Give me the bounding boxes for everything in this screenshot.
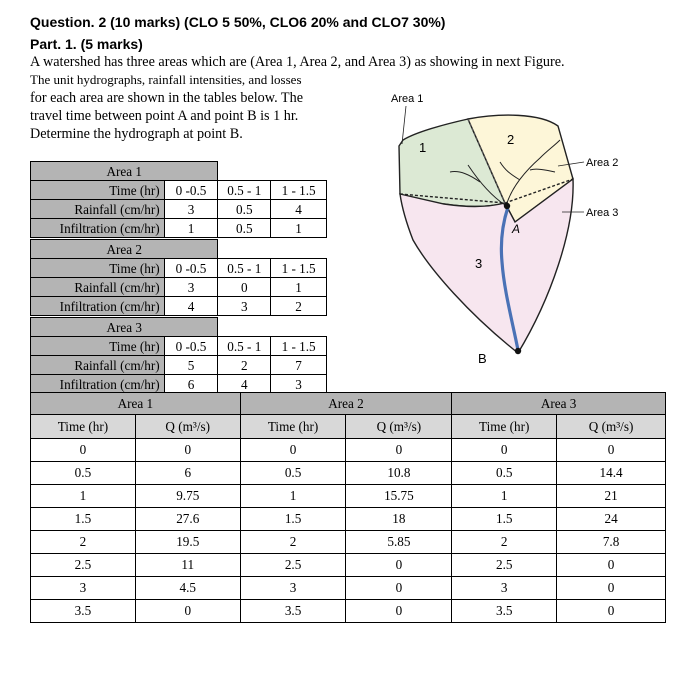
point-a-label: A xyxy=(512,222,521,236)
time-cell: 2.5 xyxy=(452,554,557,577)
discharge-cell: 0 xyxy=(346,439,452,462)
discharge-cell: 0 xyxy=(557,554,666,577)
area2-label: Area 2 xyxy=(586,157,619,169)
table-row xyxy=(31,462,666,485)
discharge-cell: 27.6 xyxy=(135,508,240,531)
discharge-cell: 10.8 xyxy=(346,462,452,485)
point-b-label: B xyxy=(478,351,487,366)
discharge-cell: 0 xyxy=(346,554,452,577)
time-cell: 0 xyxy=(452,439,557,462)
time-cell: 0 -0.5 xyxy=(164,259,218,278)
point-b-marker xyxy=(515,348,521,354)
infiltration-cell: 2 xyxy=(271,297,327,316)
time-cell: 1 - 1.5 xyxy=(271,259,327,278)
region3-number: 3 xyxy=(475,256,483,271)
time-label: Time (hr) xyxy=(31,337,165,356)
table-caption: Area 1 xyxy=(31,162,218,181)
time-header: Time (hr) xyxy=(452,415,557,439)
time-cell: 0 -0.5 xyxy=(164,337,218,356)
discharge-cell: 0 xyxy=(135,600,240,623)
rainfall-label: Rainfall (cm/hr) xyxy=(31,278,165,297)
statement-line-5: Determine the hydrograph at point B. xyxy=(30,126,243,142)
time-label: Time (hr) xyxy=(31,259,165,278)
infiltration-cell: 4 xyxy=(164,297,218,316)
statement-line-3: for each area are shown in the tables below. The xyxy=(30,90,303,106)
time-cell: 0.5 xyxy=(240,462,346,485)
table-row xyxy=(31,600,666,623)
rainfall-cell: 0.5 xyxy=(218,200,271,219)
infiltration-cell: 1 xyxy=(271,219,327,238)
point-a-marker xyxy=(504,203,510,209)
rainfall-cell: 1 xyxy=(271,278,327,297)
discharge-cell: 0 xyxy=(557,577,666,600)
discharge-cell: 6 xyxy=(135,462,240,485)
group-header-area-1: Area 1 xyxy=(31,393,241,415)
discharge-cell: 7.8 xyxy=(557,531,666,554)
discharge-cell: 15.75 xyxy=(346,485,452,508)
time-cell: 1.5 xyxy=(240,508,346,531)
watershed-figure xyxy=(380,88,680,378)
table-row xyxy=(31,508,666,531)
time-cell: 3.5 xyxy=(452,600,557,623)
discharge-cell: 18 xyxy=(346,508,452,531)
table-row xyxy=(31,554,666,577)
rainfall-cell: 5 xyxy=(164,356,218,375)
rainfall-cell: 7 xyxy=(271,356,327,375)
rainfall-cell: 3 xyxy=(164,278,218,297)
discharge-cell: 0 xyxy=(557,439,666,462)
discharge-cell: 11 xyxy=(135,554,240,577)
table-row xyxy=(31,531,666,554)
time-cell: 0 xyxy=(240,439,346,462)
time-cell: 0 xyxy=(31,439,136,462)
time-cell: 1 - 1.5 xyxy=(271,181,327,200)
time-cell: 3.5 xyxy=(31,600,136,623)
discharge-cell: 0 xyxy=(557,600,666,623)
group-header-area-2: Area 2 xyxy=(240,393,452,415)
table-row xyxy=(31,485,666,508)
area1-label: Area 1 xyxy=(391,93,424,105)
time-cell: 0 -0.5 xyxy=(164,181,218,200)
infiltration-cell: 4 xyxy=(218,375,271,394)
time-cell: 2 xyxy=(240,531,346,554)
infiltration-label: Infiltration (cm/hr) xyxy=(31,219,165,238)
rainfall-cell: 2 xyxy=(218,356,271,375)
discharge-cell: 19.5 xyxy=(135,531,240,554)
statement-line-2: The unit hydrographs, rainfall intensities, and losses xyxy=(30,72,302,87)
rainfall-cell: 4 xyxy=(271,200,327,219)
time-cell: 1.5 xyxy=(31,508,136,531)
time-cell: 1 - 1.5 xyxy=(271,337,327,356)
group-header-area-3: Area 3 xyxy=(452,393,666,415)
time-cell: 3 xyxy=(452,577,557,600)
time-cell: 2 xyxy=(452,531,557,554)
discharge-cell: 9.75 xyxy=(135,485,240,508)
time-cell: 2 xyxy=(31,531,136,554)
region2-number: 2 xyxy=(507,132,515,147)
q-header: Q (m³/s) xyxy=(346,415,452,439)
rainfall-cell: 3 xyxy=(164,200,218,219)
table-caption: Area 3 xyxy=(31,318,218,337)
time-cell: 1 xyxy=(240,485,346,508)
time-cell: 3 xyxy=(31,577,136,600)
statement-line-1: A watershed has three areas which are (Area 1, Area 2, and Area 3) as showing in next Figure. xyxy=(30,54,565,70)
time-cell: 0.5 xyxy=(31,462,136,485)
question-title: Question. 2 (10 marks) (CLO 5 50%, CLO6 20% and CLO7 30%) xyxy=(30,14,446,30)
unit-hydrograph-table xyxy=(30,392,666,623)
time-header: Time (hr) xyxy=(31,415,136,439)
infiltration-cell: 3 xyxy=(218,297,271,316)
rainfall-table-area-3 xyxy=(30,317,327,394)
discharge-cell: 24 xyxy=(557,508,666,531)
infiltration-label: Infiltration (cm/hr) xyxy=(31,375,165,394)
rainfall-label: Rainfall (cm/hr) xyxy=(31,356,165,375)
discharge-cell: 21 xyxy=(557,485,666,508)
time-cell: 2.5 xyxy=(240,554,346,577)
time-cell: 0.5 - 1 xyxy=(218,181,271,200)
discharge-cell: 0 xyxy=(346,577,452,600)
rainfall-label: Rainfall (cm/hr) xyxy=(31,200,165,219)
rainfall-cell: 0 xyxy=(218,278,271,297)
region1-number: 1 xyxy=(419,140,427,155)
time-cell: 0.5 - 1 xyxy=(218,337,271,356)
discharge-cell: 0 xyxy=(346,600,452,623)
time-cell: 0.5 xyxy=(452,462,557,485)
table-row xyxy=(31,439,666,462)
infiltration-cell: 6 xyxy=(164,375,218,394)
part-title: Part. 1. (5 marks) xyxy=(30,36,143,52)
table-row xyxy=(31,577,666,600)
discharge-cell: 5.85 xyxy=(346,531,452,554)
discharge-cell: 14.4 xyxy=(557,462,666,485)
time-cell: 2.5 xyxy=(31,554,136,577)
rainfall-table-area-1 xyxy=(30,161,327,238)
table-caption: Area 2 xyxy=(31,240,218,259)
statement-line-4: travel time between point A and point B is 1 hr. xyxy=(30,108,299,124)
time-cell: 1.5 xyxy=(452,508,557,531)
time-cell: 1 xyxy=(31,485,136,508)
time-cell: 0.5 - 1 xyxy=(218,259,271,278)
rainfall-table-area-2 xyxy=(30,239,327,316)
q-header: Q (m³/s) xyxy=(135,415,240,439)
infiltration-cell: 3 xyxy=(271,375,327,394)
infiltration-cell: 1 xyxy=(164,219,218,238)
infiltration-cell: 0.5 xyxy=(218,219,271,238)
q-header: Q (m³/s) xyxy=(557,415,666,439)
time-cell: 1 xyxy=(452,485,557,508)
time-cell: 3.5 xyxy=(240,600,346,623)
time-cell: 3 xyxy=(240,577,346,600)
discharge-cell: 0 xyxy=(135,439,240,462)
discharge-cell: 4.5 xyxy=(135,577,240,600)
infiltration-label: Infiltration (cm/hr) xyxy=(31,297,165,316)
time-label: Time (hr) xyxy=(31,181,165,200)
time-header: Time (hr) xyxy=(240,415,346,439)
area3-label: Area 3 xyxy=(586,207,619,219)
